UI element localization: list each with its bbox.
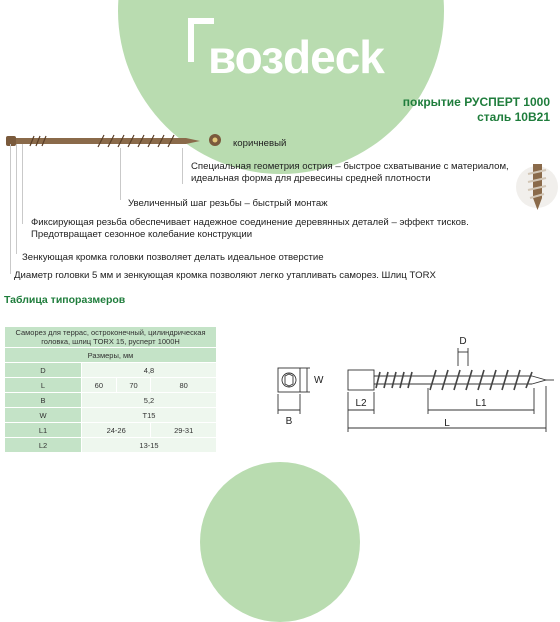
row-value: 29-31 — [151, 423, 217, 438]
feature-fixing-thread: Фиксирующая резьба обеспечивает надежное соединение деревянных деталей – эффект тисков. Предотвращает сезонное колебание конструкции — [31, 217, 469, 240]
feature-countersink: Зенкующая кромка головки позволяет делать идеальное отверстие — [22, 252, 324, 263]
table-row — [5, 423, 217, 438]
row-label: D — [5, 363, 82, 378]
callout-line — [16, 144, 17, 254]
callout-line — [182, 148, 183, 184]
screw-tip-closeup — [515, 160, 559, 214]
feature-tip-geometry: Специальная геометрия острия – быстрое схватывание с материалом, идеальная форма для древесины средней плотности — [191, 161, 509, 184]
row-value: T15 — [82, 408, 217, 423]
table-row — [5, 408, 217, 423]
table-row — [5, 438, 217, 453]
row-label: L1 — [5, 423, 82, 438]
row-label: B — [5, 393, 82, 408]
row-value: 70 — [116, 378, 151, 393]
steel-label: сталь 10В21 — [477, 110, 550, 124]
dim-label-l2: L2 — [355, 398, 367, 409]
row-label: L — [5, 378, 82, 393]
screw-head-icon — [208, 133, 222, 147]
brand-logo: возdeck — [208, 31, 384, 83]
dim-label-l1: L1 — [475, 398, 487, 409]
dim-label-l: L — [444, 418, 450, 429]
table-row — [5, 363, 217, 378]
table-header: Саморез для террас, остроконечный, цилиндрическая головка, шлиц TORX 15, русперт 1000Н — [5, 327, 217, 348]
callout-line — [120, 148, 121, 200]
screw-illustration — [4, 130, 204, 152]
row-value: 5,2 — [82, 393, 217, 408]
row-label: W — [5, 408, 82, 423]
row-value: 13-15 — [82, 438, 217, 453]
dim-label-b: B — [285, 416, 293, 427]
table-row — [5, 378, 217, 393]
table-subheader: Размеры, мм — [5, 348, 217, 363]
row-value: 24-26 — [82, 423, 151, 438]
color-label: коричневый — [233, 138, 287, 149]
callout-line — [22, 144, 23, 224]
coating-label: покрытие РУСПЕРТ 1000 — [402, 95, 550, 109]
table-row — [5, 393, 217, 408]
size-table — [4, 326, 217, 453]
dim-label-d: D — [459, 336, 467, 347]
row-value: 4,8 — [82, 363, 217, 378]
size-table-title: Таблица типоразмеров — [4, 294, 126, 306]
row-label: L2 — [5, 438, 82, 453]
technical-drawing — [270, 330, 556, 440]
feature-head-diameter: Диаметр головки 5 мм и зенкующая кромка позволяют легко утапливать саморез. Шлиц TORX — [14, 270, 436, 281]
dim-label-w: W — [314, 375, 324, 386]
row-value: 60 — [82, 378, 117, 393]
callout-line — [10, 144, 11, 274]
bottom-decor-circle — [200, 462, 360, 622]
row-value: 80 — [151, 378, 217, 393]
feature-thread-pitch: Увеличенный шаг резьбы – быстрый монтаж — [128, 198, 328, 209]
